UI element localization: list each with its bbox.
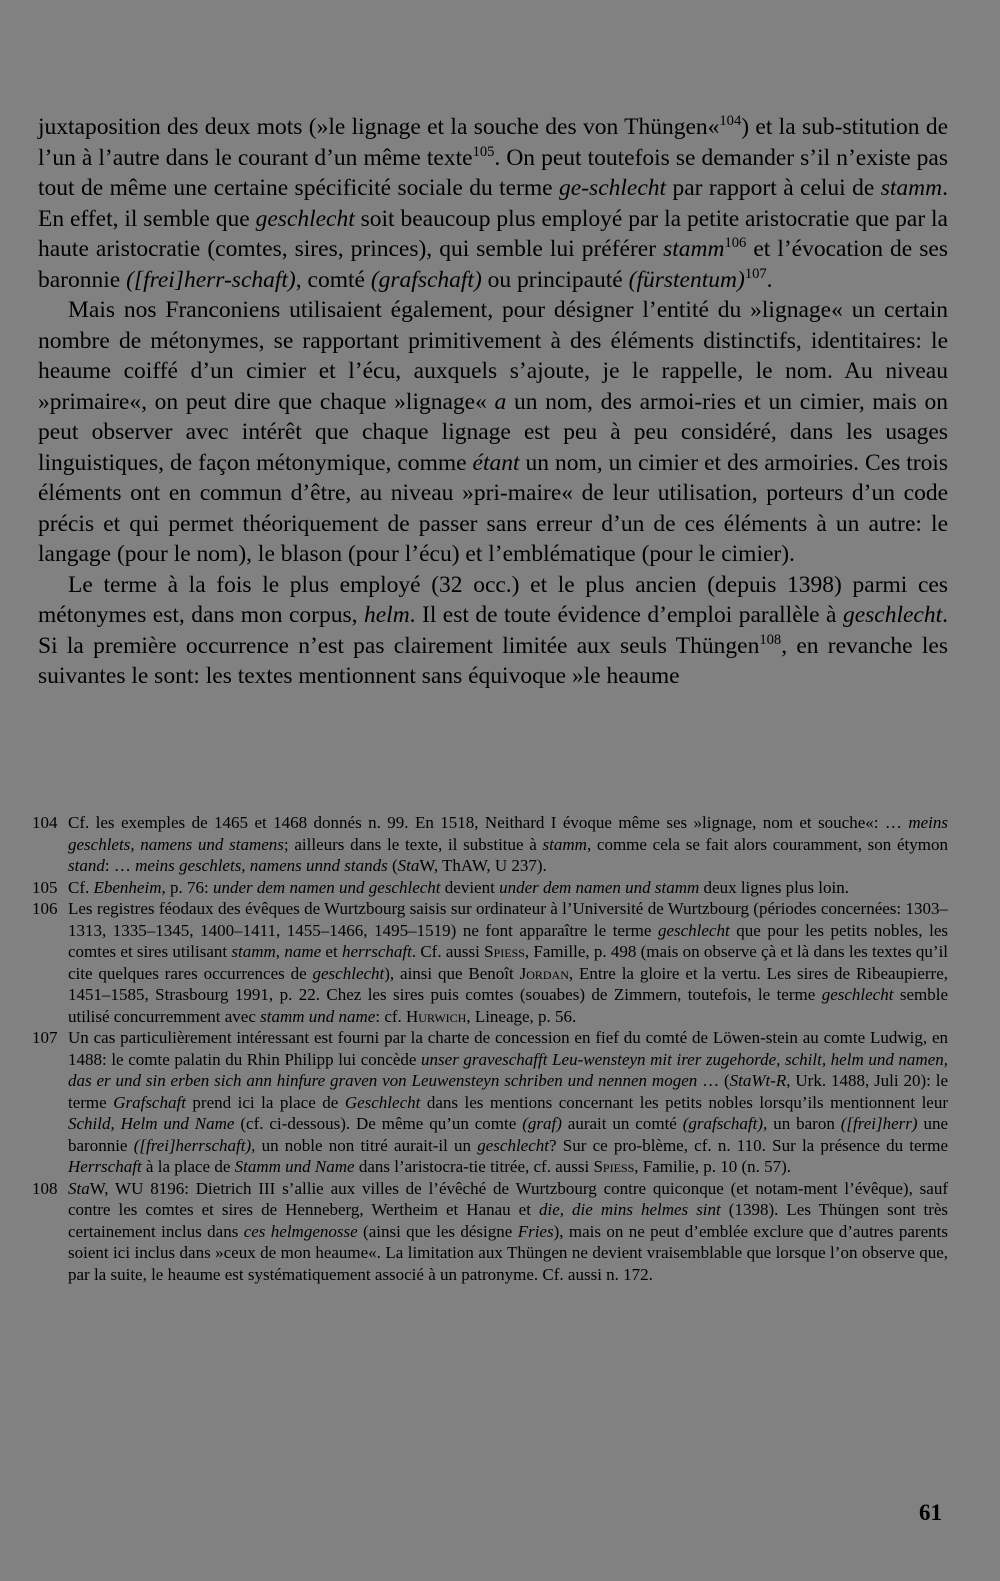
footnote [32, 1178, 948, 1286]
footnote [32, 1027, 948, 1178]
footnote-number: 107 [32, 1028, 58, 1047]
paragraph: Mais nos Franconiens utilisaient également, pour désigner l’entité du »lignage« un certain nombre de métonymes, se rapportant primitivement à des éléments distinctifs, identitaires: le heaume coiffé d’un cimier et l’écu, auxquels s’ajoute, je le rappelle, le nom. Au niveau »primaire«, on peut dire que chaque »lignage« a un nom, des armoi-ries et un cimier, mais on peut observer avec intérêt que chaque lignage est peu à peu considéré, dans les usages linguistiques, de façon métonymique, comme étant un nom, un cimier et des armoiries. Ces trois éléments ont en commun d’être, au niveau »pri-maire« de leur utilisation, porteurs d’un code précis et qui permet théoriquement de passer sans erreur d’un de ces éléments à un autre: le langage (pour le nom), le blason (pour l’écu) et l’emblématique (pour le cimier). [38, 297, 948, 567]
footnote-number: 106 [32, 899, 58, 918]
paragraph: juxtaposition des deux mots (»le lignage et la souche des von Thüngen«$^{104}$) et la sub-stitution de l’un à l’autre dans le courant d’un même texte$^{105}$. On peut toutefois se demander s’il n’existe pas tout de même une certaine spécificité sociale du terme ge-schlecht par rapport à celui de stamm. En effet, il semble que geschlecht soit beaucoup plus employé par la petite aristocratie que par la haute aristocratie (comtes, sires, princes), qui semble lui préférer stamm$^{106}$ et l’évocation de ses baronnie ([frei]herr-schaft), comté (grafschaft) ou principauté (fürstentum)$^{107}$. [38, 113, 948, 293]
body-text [38, 112, 948, 692]
footnote-number: 104 [32, 813, 58, 832]
footnotes [32, 812, 948, 1285]
footnote-text: StaW, WU 8196: Dietrich III s’allie aux villes de l’évêché de Wurtzbourg contre quiconque (et notam-ment l’évêque), sauf contre les comtes et sires de Henneberg, Wertheim et Hanau et die, die mins helmes sint (1398). Les Thüngen sont très certainement inclus dans ces helmgenosse (ainsi que les désigne Fries), mais on ne peut d’emblée exclure que d’autres parents soient ici inclus dans »ceux de mon heaume«. La limitation aux Thüngen ne devient vraisemblable que lorsque l’on observe que, par la suite, le heaume est systématiquement associé à un patronyme. Cf. aussi n. 172. [68, 1178, 949, 1284]
footnote [32, 898, 948, 1027]
footnote-text: Cf. Ebenheim, p. 76: under dem namen und geschlecht devient under dem namen und stamm deux lignes plus loin. [68, 877, 849, 897]
paragraph: Le terme à la fois le plus employé (32 occ.) et le plus ancien (depuis 1398) parmi ces métonymes est, dans mon corpus, helm. Il est de toute évidence d’emploi parallèle à geschlecht. Si la première occurrence n’est pas clairement limitée aux seuls Thüngen$^{108}$, en revanche les suivantes le sont: les textes mentionnent sans équivoque »le heaume [38, 571, 948, 689]
footnote-number: 105 [32, 877, 58, 897]
footnote [32, 877, 948, 899]
footnote-number: 108 [32, 1178, 58, 1198]
footnote-text: Un cas particulièrement intéressant est fourni par la charte de concession en fief du comté de Löwen-stein au comte Ludwig, en 1488: le comte palatin du Rhin Philipp lui concède unser graveschafft Leu-wensteyn mit irer zugehorde, schilt, helm und namen, das er und sin erben sich ann hinfure graven von Leuwensteyn schriben und nennen mogen … (StaWt-R, Urk. 1488, Juli 20): le terme Grafschaft prend ici la place de Geschlecht dans les mentions concernant les petits nobles lorsqu’ils mentionnent leur Schild, Helm und Name (cf. ci-dessous). De même qu’un comte (graf) aurait un comté (grafschaft), un baron ([frei]herr) une baronnie ([frei]herrschaft), un noble non titré aurait-il un geschlecht? Sur ce pro-blème, cf. n. 110. Sur la présence du terme Herrschaft à la place de Stamm und Name dans l’aristocra-tie titrée, cf. aussi Spiess, Familie, p. 10 (n. 57). [68, 1028, 949, 1176]
footnote-text: Les registres féodaux des évêques de Wurtzbourg saisis sur ordinateur à l’Université de Wurtzbourg (périodes concernées: 1303–1313, 1335–1345, 1400–1411, 1455–1466, 1495–1519) ne font apparaître le terme geschlecht que pour les petits nobles, les comtes et sires utilisant stamm, name et herrschaft. Cf. aussi Spiess, Famille, p. 498 (mais on observe çà et là dans les textes qu’il cite quelques rares occurrences de geschlecht), ainsi que Benoît Jordan, Entre la gloire et la vertu. Les sires de Ribeaupierre, 1451–1585, Strasbourg 1991, p. 22. Chez les sires puis comtes (souabes) de Zimmern, toutefois, le terme geschlecht semble utilisé concurremment avec stamm und name: cf. Hurwich, Lineage, p. 56. [68, 899, 949, 1026]
page-number: 61 [919, 1500, 942, 1525]
footnote-text: Cf. les exemples de 1465 et 1468 donnés n. 99. En 1518, Neithard I évoque même ses »lignage, nom et souche«: … meins geschlets, namens und stamens; ailleurs dans le texte, il substitue à stamm, comme cela se fait alors couramment, son étymon stand: … meins geschlets, namens unnd stands (StaW, ThAW, U 237). [68, 813, 948, 875]
footnote [32, 812, 948, 877]
